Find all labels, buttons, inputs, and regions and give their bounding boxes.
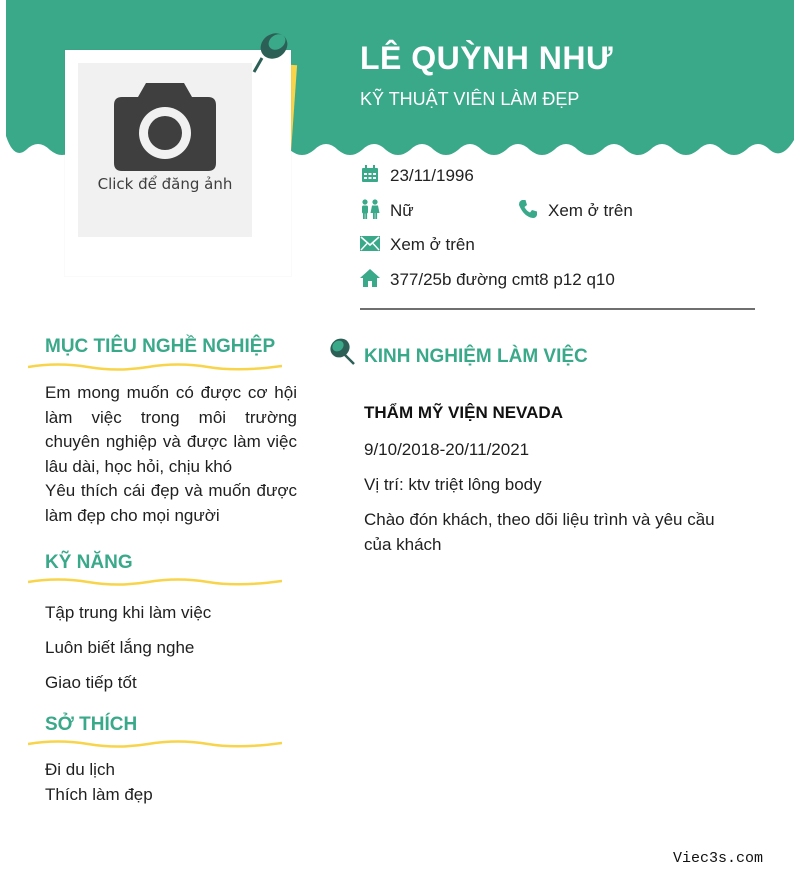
hobby-item: Thích làm đẹp bbox=[45, 785, 153, 804]
photo-block bbox=[40, 28, 290, 273]
gender-icon bbox=[360, 199, 380, 219]
home-icon bbox=[360, 269, 380, 287]
experience-title: KINH NGHIỆM LÀM VIỆC bbox=[364, 346, 588, 367]
gender-value: Nữ bbox=[390, 201, 414, 220]
skill-item: Giao tiếp tốt bbox=[45, 673, 137, 692]
company-name: THẨM MỸ VIỆN NEVADA bbox=[364, 403, 563, 422]
contact-divider bbox=[360, 308, 755, 310]
calendar-icon bbox=[361, 165, 379, 183]
objective-text: Em mong muốn có được cơ hội làm việc trong môi trường chuyên nghiệp và được làm việc lâu dài, học hỏi, chịu khó bbox=[45, 383, 297, 476]
work-period: 9/10/2018-20/11/2021 bbox=[364, 440, 530, 459]
photo-upload[interactable] bbox=[78, 63, 252, 237]
phone-value: Xem ở trên bbox=[548, 201, 633, 220]
objective-underline bbox=[28, 361, 282, 373]
birthday-value: 23/11/1996 bbox=[390, 166, 474, 185]
photo-upload-label: Click để đăng ảnh bbox=[97, 175, 233, 193]
email-value: Xem ở trên bbox=[390, 235, 475, 254]
skill-item: Tập trung khi làm việc bbox=[45, 603, 212, 622]
hobby-item: Đi du lịch bbox=[45, 760, 115, 779]
hobbies-underline bbox=[28, 738, 282, 750]
pushpin-icon bbox=[252, 28, 292, 74]
email-icon bbox=[360, 236, 380, 251]
skills-title: KỸ NĂNG bbox=[45, 552, 133, 573]
objective-title: MỤC TIÊU NGHỀ NGHIỆP bbox=[45, 336, 276, 357]
footer-brand: Viec3s.com bbox=[673, 850, 764, 867]
skill-item: Luôn biết lắng nghe bbox=[45, 638, 195, 657]
candidate-name: LÊ QUỲNH NHƯ bbox=[360, 40, 613, 76]
work-description: Chào đón khách, theo dõi liệu trình và yêu cầu của khách bbox=[364, 510, 715, 554]
phone-icon bbox=[518, 199, 538, 219]
work-position: Vị trí: ktv triệt lông body bbox=[364, 475, 542, 494]
photo-frame bbox=[65, 50, 291, 276]
camera-icon bbox=[112, 79, 218, 171]
address-value: 377/25b đường cmt8 p12 q10 bbox=[390, 270, 615, 289]
objective-text-2: Yêu thích cái đẹp và muốn được làm đẹp cho mọi người bbox=[45, 481, 297, 525]
skills-underline bbox=[28, 576, 282, 588]
job-title: KỸ THUẬT VIÊN LÀM ĐẸP bbox=[360, 89, 580, 109]
hobbies-title: SỞ THÍCH bbox=[45, 714, 138, 735]
pushpin-icon bbox=[329, 337, 357, 367]
